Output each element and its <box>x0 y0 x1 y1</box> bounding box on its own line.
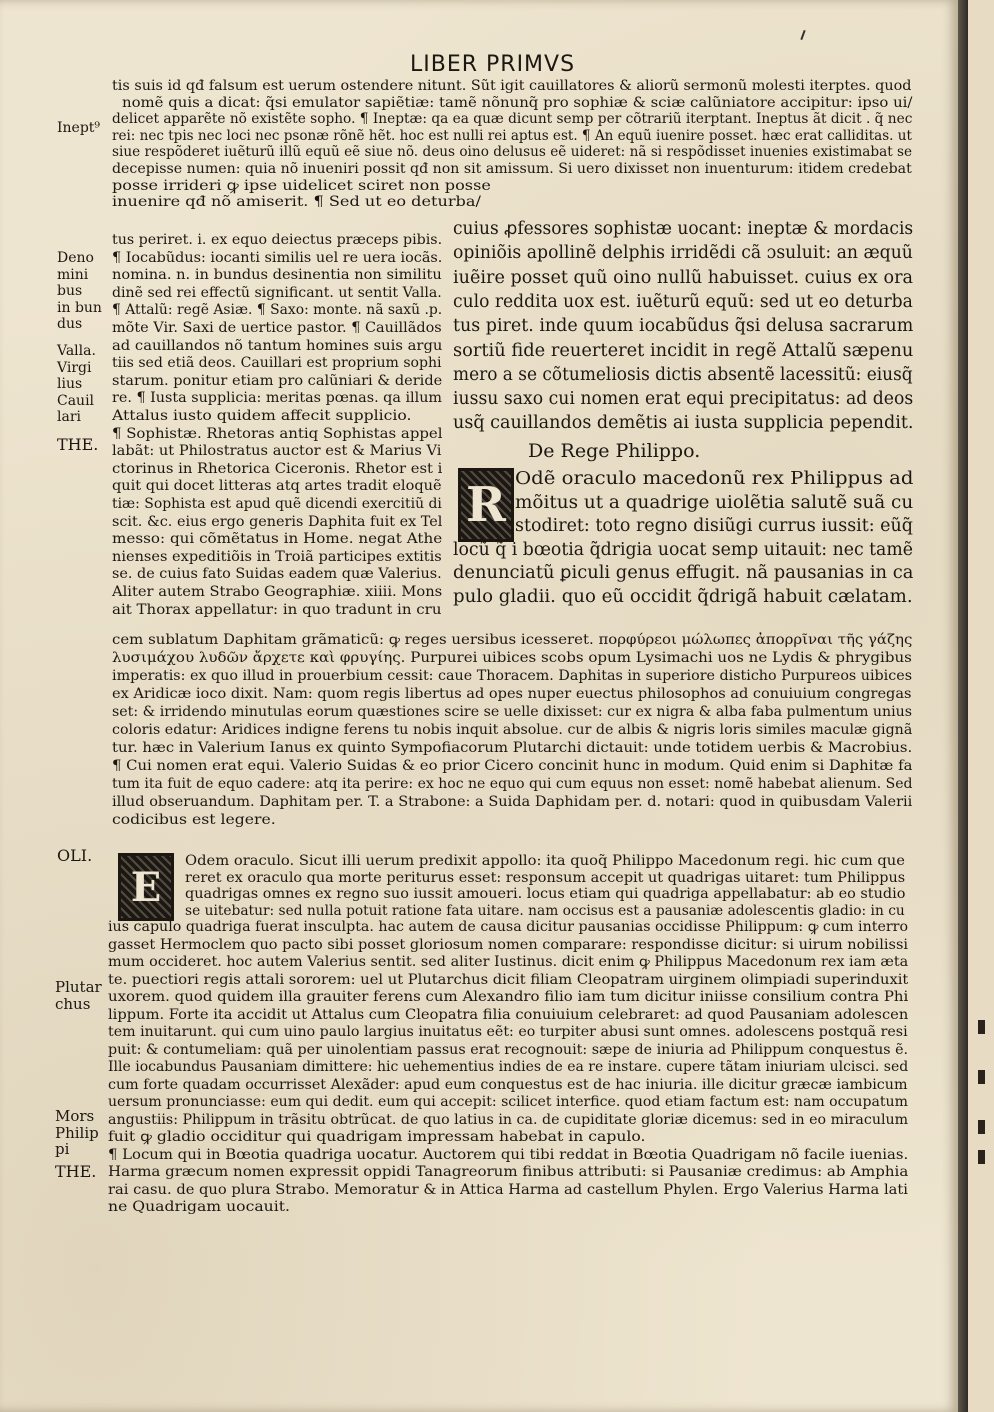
text-line: iuẽire posset quũ oino nullũ habuisset. cuius ex ora <box>453 267 913 288</box>
text-line: lippum. Forte ita accidit ut Attalus cum Cleopatra filia conuiuium celebraret: ad quod Pausaniam adolescen <box>108 1006 909 1023</box>
text-line: quadrigas omnes ex regno suo iussit amoueri. locus etiam qui quadriga appellabatur: ab eo studio <box>185 886 906 902</box>
facing-page-mark <box>978 1150 985 1164</box>
text-line: reret ex oraculo qua morte periturus esset: responsum accepit ut quadrigas uitaret: tum Philippus <box>185 869 906 886</box>
text-line: cuius ꝓfessores sophistæ uocant: ineptæ & mordacis <box>453 219 914 239</box>
margin-note-denominibus: Deno mini bus in bun dus <box>57 250 102 332</box>
text-line: posse irrideri ꝙ ipse uidelicet sciret non posse <box>112 177 491 194</box>
decorated-initial <box>458 468 514 542</box>
text-line: ius capulo quadriga fuerat insculpta. hac autem de causa dicitur pausanias occidisse Philippum: ꝙ cum interro <box>108 919 909 935</box>
text-line: puit: & contumeliam: quã per uinolentiam passus erat recognouit: sæpe de iniuria ad Philippum conquestus ẽ. <box>108 1041 909 1058</box>
text-line: gasset Hermoclem quo pacto sibi posset gloriosum nomen comparare: respondisse dicitur: si uirum nobilissi <box>108 936 909 953</box>
text-line: imperatis: ex quo illud in prouerbium cessit: caue Thoracem. Daphitas in superiore disticho Purpureos uibices <box>112 668 913 684</box>
text-line: re. ¶ Iusta supplicia: meritas pœnas. qa illum <box>112 390 443 407</box>
text-line: tem inuitarunt. qui cum uino paulo largius inuitatus eẽt: eo turpiter abusi sunt omnes. adolescens postquã resi <box>108 1024 908 1040</box>
text-line: messo: qui cõmẽtatus in Home. negat Athe <box>112 531 443 548</box>
text-line: rei: nec tpis nec loci nec psonæ rõnẽ hẽt. hoc est nulli rei aptus est. ¶ An equũ iuenire posset. hæc erat calliditas. ut <box>112 127 912 144</box>
text-line: se uitebatur: sed nulla potuit ratione fata uitare. nam occisus est a pausaniæ adolescentis gladio: in cu <box>185 902 905 919</box>
text-line: ctorinus in Rhetorica Ciceronis. Rhetor est i <box>112 460 443 477</box>
margin-note-the: THE. <box>57 435 99 454</box>
text-line: ¶ Iocabũdus: iocanti similis uel re uera iocãs. <box>112 249 443 266</box>
text-line: mero a se cõtumeliosis dictis absentẽ lacessitũ: eiusq̃ <box>453 364 913 385</box>
margin-note-plutarchus: Plutar chus <box>55 978 102 1013</box>
initial-letter: R <box>466 477 506 533</box>
margin-note-ineptae: Inept⁹ <box>57 120 101 136</box>
text-line: culo reddita uox est. iuẽturũ equũ: sed ut eo deturba <box>453 291 913 312</box>
facing-page-edge <box>968 0 994 1412</box>
text-line: mum occideret. hoc autem Valerius sentit. sed aliter Iustinus. dicit enim ꝙ Philippus Macedonum rex iam æta <box>108 954 909 970</box>
text-line: locũ q̃ i bœotia q̃drigia uocat semp uitauit: nec tamẽ <box>453 539 913 560</box>
initial-letter: E <box>130 863 162 911</box>
text-line: ¶ Locum qui in Bœotia quadriga uocatur. Auctorem qui tibi reddat in Bœotia Quadrigam nõ facile iuenias. <box>108 1146 909 1163</box>
text-line: nienses expeditiõis in Troiã participes extitis <box>112 548 442 565</box>
text-line: Odem oraculo. Sicut illi uerum predixit appollo: ita quoq̃ Philippo Macedonum regi. hic cum que <box>185 853 905 869</box>
decorated-initial-small <box>118 853 174 921</box>
text-line: pulo gladii. quo eũ occidit q̃drigã habuit cælatam. <box>453 586 913 607</box>
text-line: opiniõis apollinẽ delphis irridẽdi cã ɔsuluit: an æquũ <box>453 243 913 264</box>
text-line: decepisse numen: quia nõ inueniri possit qđ non sit amissum. Si uero dixisset non inuenturum: itidem credebat <box>112 161 912 177</box>
text-line: denunciatũ ꝑiculi genus effugit. nã pausanias in ca <box>453 563 914 583</box>
text-line: tiis sed etiã deos. Cauillari est proprium sophi <box>112 355 442 372</box>
text-line: Attalus iusto quidem affecit supplicio. <box>112 408 412 424</box>
text-line: siue respõderet iuẽturũ illũ equũ eẽ siue nõ. deus oino delusus eẽ uideret: nã si respõdisset inuenies existimabat se <box>112 144 913 161</box>
text-line: angustiis: Philippum in trãsitu obtrũcat. de quo latius in ca. de cupiditate gloriæ dicemus: sed in eo miraculum <box>108 1111 909 1128</box>
text-line: set: & irridendo minutulas eorum quæstiones scire se uelle dixisset: cur ex nigra & alba faba pulmentum unius <box>112 704 913 720</box>
text-line: sortiũ fide reuerteret incidit in regẽ Attalũ sæpenu <box>453 340 914 361</box>
margin-note-oli: OLI. <box>57 846 93 865</box>
text-line: cum forte quadam occurrisset Alexãder: apud eum conquestus est de hac iniuria. ille dicitur græcæ iambicum <box>108 1076 908 1093</box>
text-line: Ille iocabundus Pausaniam dimittere: hic uehementius indies de ea re instare. cupere tãtam iniuriam ulcisci. sed <box>108 1059 909 1075</box>
text-line: tum ita fuit de equo cadere: atq ita perire: ex hoc ne equo qui cum equus non esset: nomẽ habebat alienum. Sed <box>112 776 913 792</box>
text-line: labãt: ut Philostratus auctor est & Marius Vi <box>112 443 442 460</box>
text-line: tus periret. i. ex equo deiectus præceps pibis. <box>112 232 443 248</box>
text-line: mõitus ut a quadrige uiolẽtia salutẽ suã cu <box>515 492 914 513</box>
margin-note-the-2: THE. <box>55 1162 97 1181</box>
text-line: se. de cuius fato Suidas eadem quæ Valerius. <box>112 566 442 583</box>
text-line: dinẽ sed rei effectũ significant. ut sentit Valla. <box>112 284 442 301</box>
text-line: uxorem. quod quidem illa grauiter ferens cum Alexandro filio iam tum dicitur iniisse consilium contra Phi <box>108 989 909 1005</box>
text-line: tiæ: Sophista est apud quẽ dicendi exercitiũ di <box>112 496 442 512</box>
text-line: scit. &c. eius ergo generis Daphita fuit ex Tel <box>112 513 443 530</box>
text-line: te. puectiori regis attali sororem: uel ut Plutarchus dicit filiam Cleopatram uirginem olimpiadi superinduxit <box>108 971 909 988</box>
text-line: Odẽ oraculo macedonũ rex Philippus ad <box>515 469 914 489</box>
text-line: fuit ꝙ gladio occiditur qui quadrigam impressam habebat in capulo. <box>108 1129 646 1145</box>
text-line: ex Aridicæ ioco dixit. Nam: quom regis libertus ad opes nuper euectus philosophos ad conuiuium congregas <box>112 686 912 702</box>
text-line: cem sublatum Daphitam grãmaticũ: ꝙ reges uersibus icesseret. πορφύρεοι μώλωπες ἀπορρῖναι τῆς γάζης <box>112 632 913 648</box>
text-line: coloris edatur: Aridices indigne ferens tu nobis inquit absolue. cur de albis & nigris loris similes maculæ gignã <box>112 722 913 738</box>
text-line: ad cauillandos nõ tantum homines suis argu <box>112 337 443 354</box>
text-line: inuenire qđ nõ amiserit. ¶ Sed ut eo deturba/ <box>112 194 481 211</box>
book-gutter <box>958 0 968 1412</box>
margin-note-mors: Mors Philip pi <box>55 1107 99 1158</box>
text-line: tis suis id qđ falsum est uerum ostendere nitunt. Sũt igit cauillatores & aliorũ sermonũ molesti iterptes. quod <box>112 78 912 94</box>
text-line: ne Quadrigam uocauit. <box>108 1199 290 1215</box>
text-line: ¶ Cui nomen erat equi. Valerio Suidas & eo prior Cicero concinit hunc in modum. Quid enim si Daphitæ fa <box>112 758 913 774</box>
text-line: tur. hæc in Valerium Ianus ex quinto Sympofiacorum Plutarchi dictauit: unde totidem uerbis & Macrobius. <box>112 740 913 756</box>
text-line: ait Thorax appellatur: in quo tradunt in cru <box>112 601 442 618</box>
text-line: Aliter autem Strabo Geographiæ. xiiii. Mons <box>112 584 443 600</box>
text-line: stodiret: toto regno disiũgi currus iussit: eũq̃ <box>515 516 913 536</box>
text-line: λυσιμάχου λυδῶν ἄρχετε καὶ φρυγίης. Purpurei uibices scobs opum Lysimachi uos ne Lydis & phrygibus <box>112 650 912 666</box>
text-line: iussu saxo cui nomen erat equi precipitatus: ad deos <box>453 389 914 410</box>
text-line: mõte Vir. Saxi de uertice pastor. ¶ Cauillãdos <box>112 320 442 336</box>
facing-page-mark <box>978 1070 985 1084</box>
text-line: delicet apparẽte nõ existẽte sopho. ¶ Ineptæ: qa ea quæ dicunt semp per cõtrariũ iterptant. Ineptus ãt dicit . q̃ nec <box>112 111 913 128</box>
section-heading: De Rege Philippo. <box>528 440 701 462</box>
text-line: nomẽ quis a dicat: q̃si emulator sapiẽtiæ: tamẽ nõnunq̃ pro sophiæ & sciæ calũniatore accipitur: ipso ui/ <box>122 94 913 111</box>
text-line: illud obseruandum. Daphitam per. T. a Strabone: a Suida Daphidam per. d. notari: quod in quibusdam Valerii <box>112 794 913 810</box>
text-line: codicibus est legere. <box>112 812 276 828</box>
text-line: tus piret. inde quum iocabũdus q̃si delusa sacrarum <box>453 316 914 337</box>
text-line: ¶ Sophistæ. Rhetoras antiq Sophistas appel <box>112 425 443 442</box>
text-line: usq̃ cauillandos demẽtis ai iusta supplicia pependit. <box>453 413 914 434</box>
text-line: uersum pronunciasse: eum qui dedit. eum qui accepit: scilicet interfice. quod etiam factum est: nam occupatum <box>108 1094 908 1110</box>
margin-note-valla: Valla. Virgi lius Cauil lari <box>57 343 96 425</box>
page-title: LIBER PRIMVS <box>410 52 576 77</box>
text-line: quit qui docet litteras atq artes tradit eloquẽ <box>112 478 442 495</box>
text-line: Harma græcum nomen expressit oppidi Tanagreorum finibus attributi: si Pausaniæ credimus: ab Amphia <box>108 1164 909 1180</box>
text-line: rai casu. de quo plura Strabo. Memoratur & in Attica Harma ad castellum Phylen. Ergo Valerius Harma lati <box>108 1181 908 1198</box>
facing-page-mark <box>978 1120 985 1134</box>
text-line: ¶ Attalũ: regẽ Asiæ. ¶ Saxo: monte. nã saxũ .p. <box>112 302 443 319</box>
text-line: starum. ponitur etiam pro calũniari & deride <box>112 372 443 389</box>
facing-page-mark <box>978 1020 985 1034</box>
text-line: nomina. n. in bundus desinentia non similitu <box>112 267 442 284</box>
